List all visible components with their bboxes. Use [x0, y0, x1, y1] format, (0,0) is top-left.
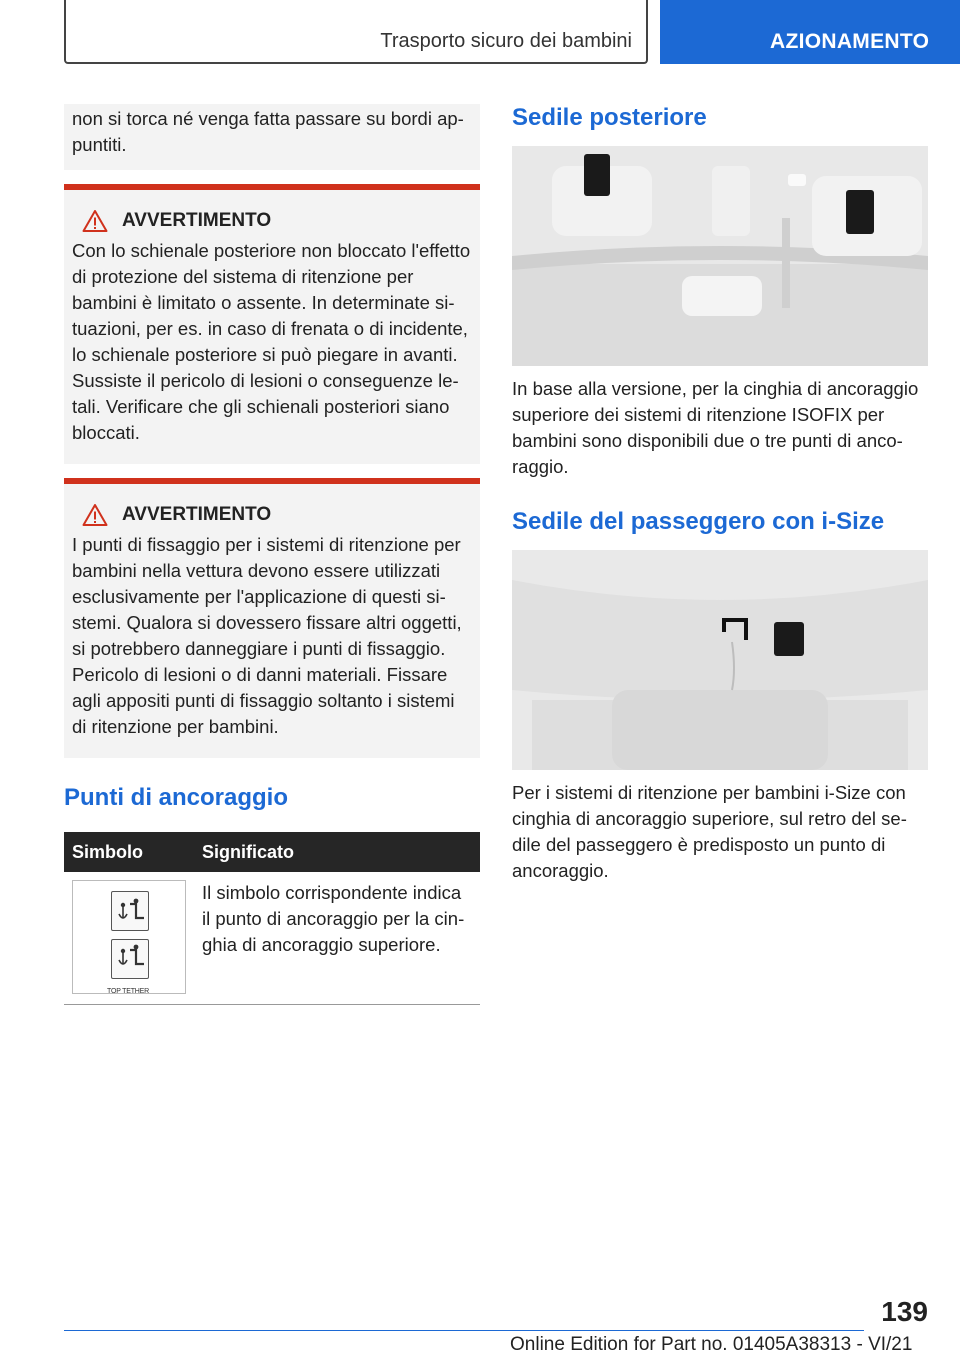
table-header-meaning: Significato [194, 832, 480, 872]
intro-box [64, 104, 480, 170]
rear-seat-text: In base alla versione, per la cinghia di ancoraggio superiore dei sistemi di ritenzione ISOFIX per bambini sono disponibili due o tre punti di ancoraggio. [512, 378, 919, 477]
warning-text-2: I punti di fissaggio per i sistemi di ritenzione per bambini nella vettura devono essere utilizzati esclusivamente per l'applicazione di questi sistemi. Qualora si dovessero fissare altri oggetti, si potrebbero danneggiare i punti di fissaggio. Pericolo di lesioni o di danni materiali. Fissare agli appositi punti di fissaggio soltanto i sistemi di ritenzione per bambini. [72, 534, 462, 737]
warning-title-2: AVVERTIMENTO [122, 504, 272, 525]
symbol-table [64, 832, 480, 1005]
section-title: AZIONAMENTO [770, 30, 930, 53]
child-seat-anchor-icon [111, 891, 149, 931]
anchor-points-heading: Punti di ancoraggio [64, 784, 289, 811]
page-number: 139 [881, 1296, 928, 1327]
top-tether-symbol [72, 880, 186, 994]
edition-text: Online Edition for Part no. 01405A38313 - VI/21 [510, 1334, 913, 1355]
passenger-seat-photo [512, 550, 928, 770]
warning-title-1: AVVERTIMENTO [122, 210, 272, 231]
warning-text-1: Con lo schienale posteriore non bloccato l'effetto di protezione del sistema di ritenzione per bambini è limitato o assente. In determinate situazioni, per es. in caso di frenata o di incidente, lo schienale posteriore si può piegare in avanti. Sussiste il pericolo di lesioni o conseguenze letali. Verificare che gli schienali posteriori siano bloccati. [72, 240, 471, 443]
right-column [512, 104, 928, 884]
section-tab [660, 0, 960, 64]
passenger-seat-heading: Sedile del passeggero con i-Size [512, 508, 885, 535]
footer-divider [64, 1330, 864, 1331]
chapter-title: Trasporto sicuro dei bambini [380, 30, 632, 52]
top-tether-label: TOP TETHER [107, 988, 149, 995]
rear-seat-photo [512, 146, 928, 366]
meaning-cell: Il simbolo corrispondente indica il punto di ancoraggio per la cinghia di ancoraggio superiore. [194, 872, 480, 1005]
warning-box-1 [64, 184, 480, 464]
chapter-tab [64, 0, 648, 64]
symbol-cell [64, 872, 194, 1005]
top-tether-icon [111, 939, 149, 979]
passenger-seat-text: Per i sistemi di ritenzione per bambini i-Size con cinghia di ancoraggio superiore, sul retro del sedile del passeggero è predisposto un punto di ancoraggio. [512, 782, 907, 881]
left-column [64, 104, 480, 1005]
table-header-symbol: Simbolo [64, 832, 194, 872]
table-row [64, 872, 480, 1005]
rear-seat-heading: Sedile posteriore [512, 104, 707, 131]
warning-triangle-icon [82, 503, 108, 527]
intro-text: non si torca né venga fatta passare su bordi appuntiti. [72, 108, 464, 155]
warning-triangle-icon [82, 209, 108, 233]
warning-box-2 [64, 478, 480, 758]
